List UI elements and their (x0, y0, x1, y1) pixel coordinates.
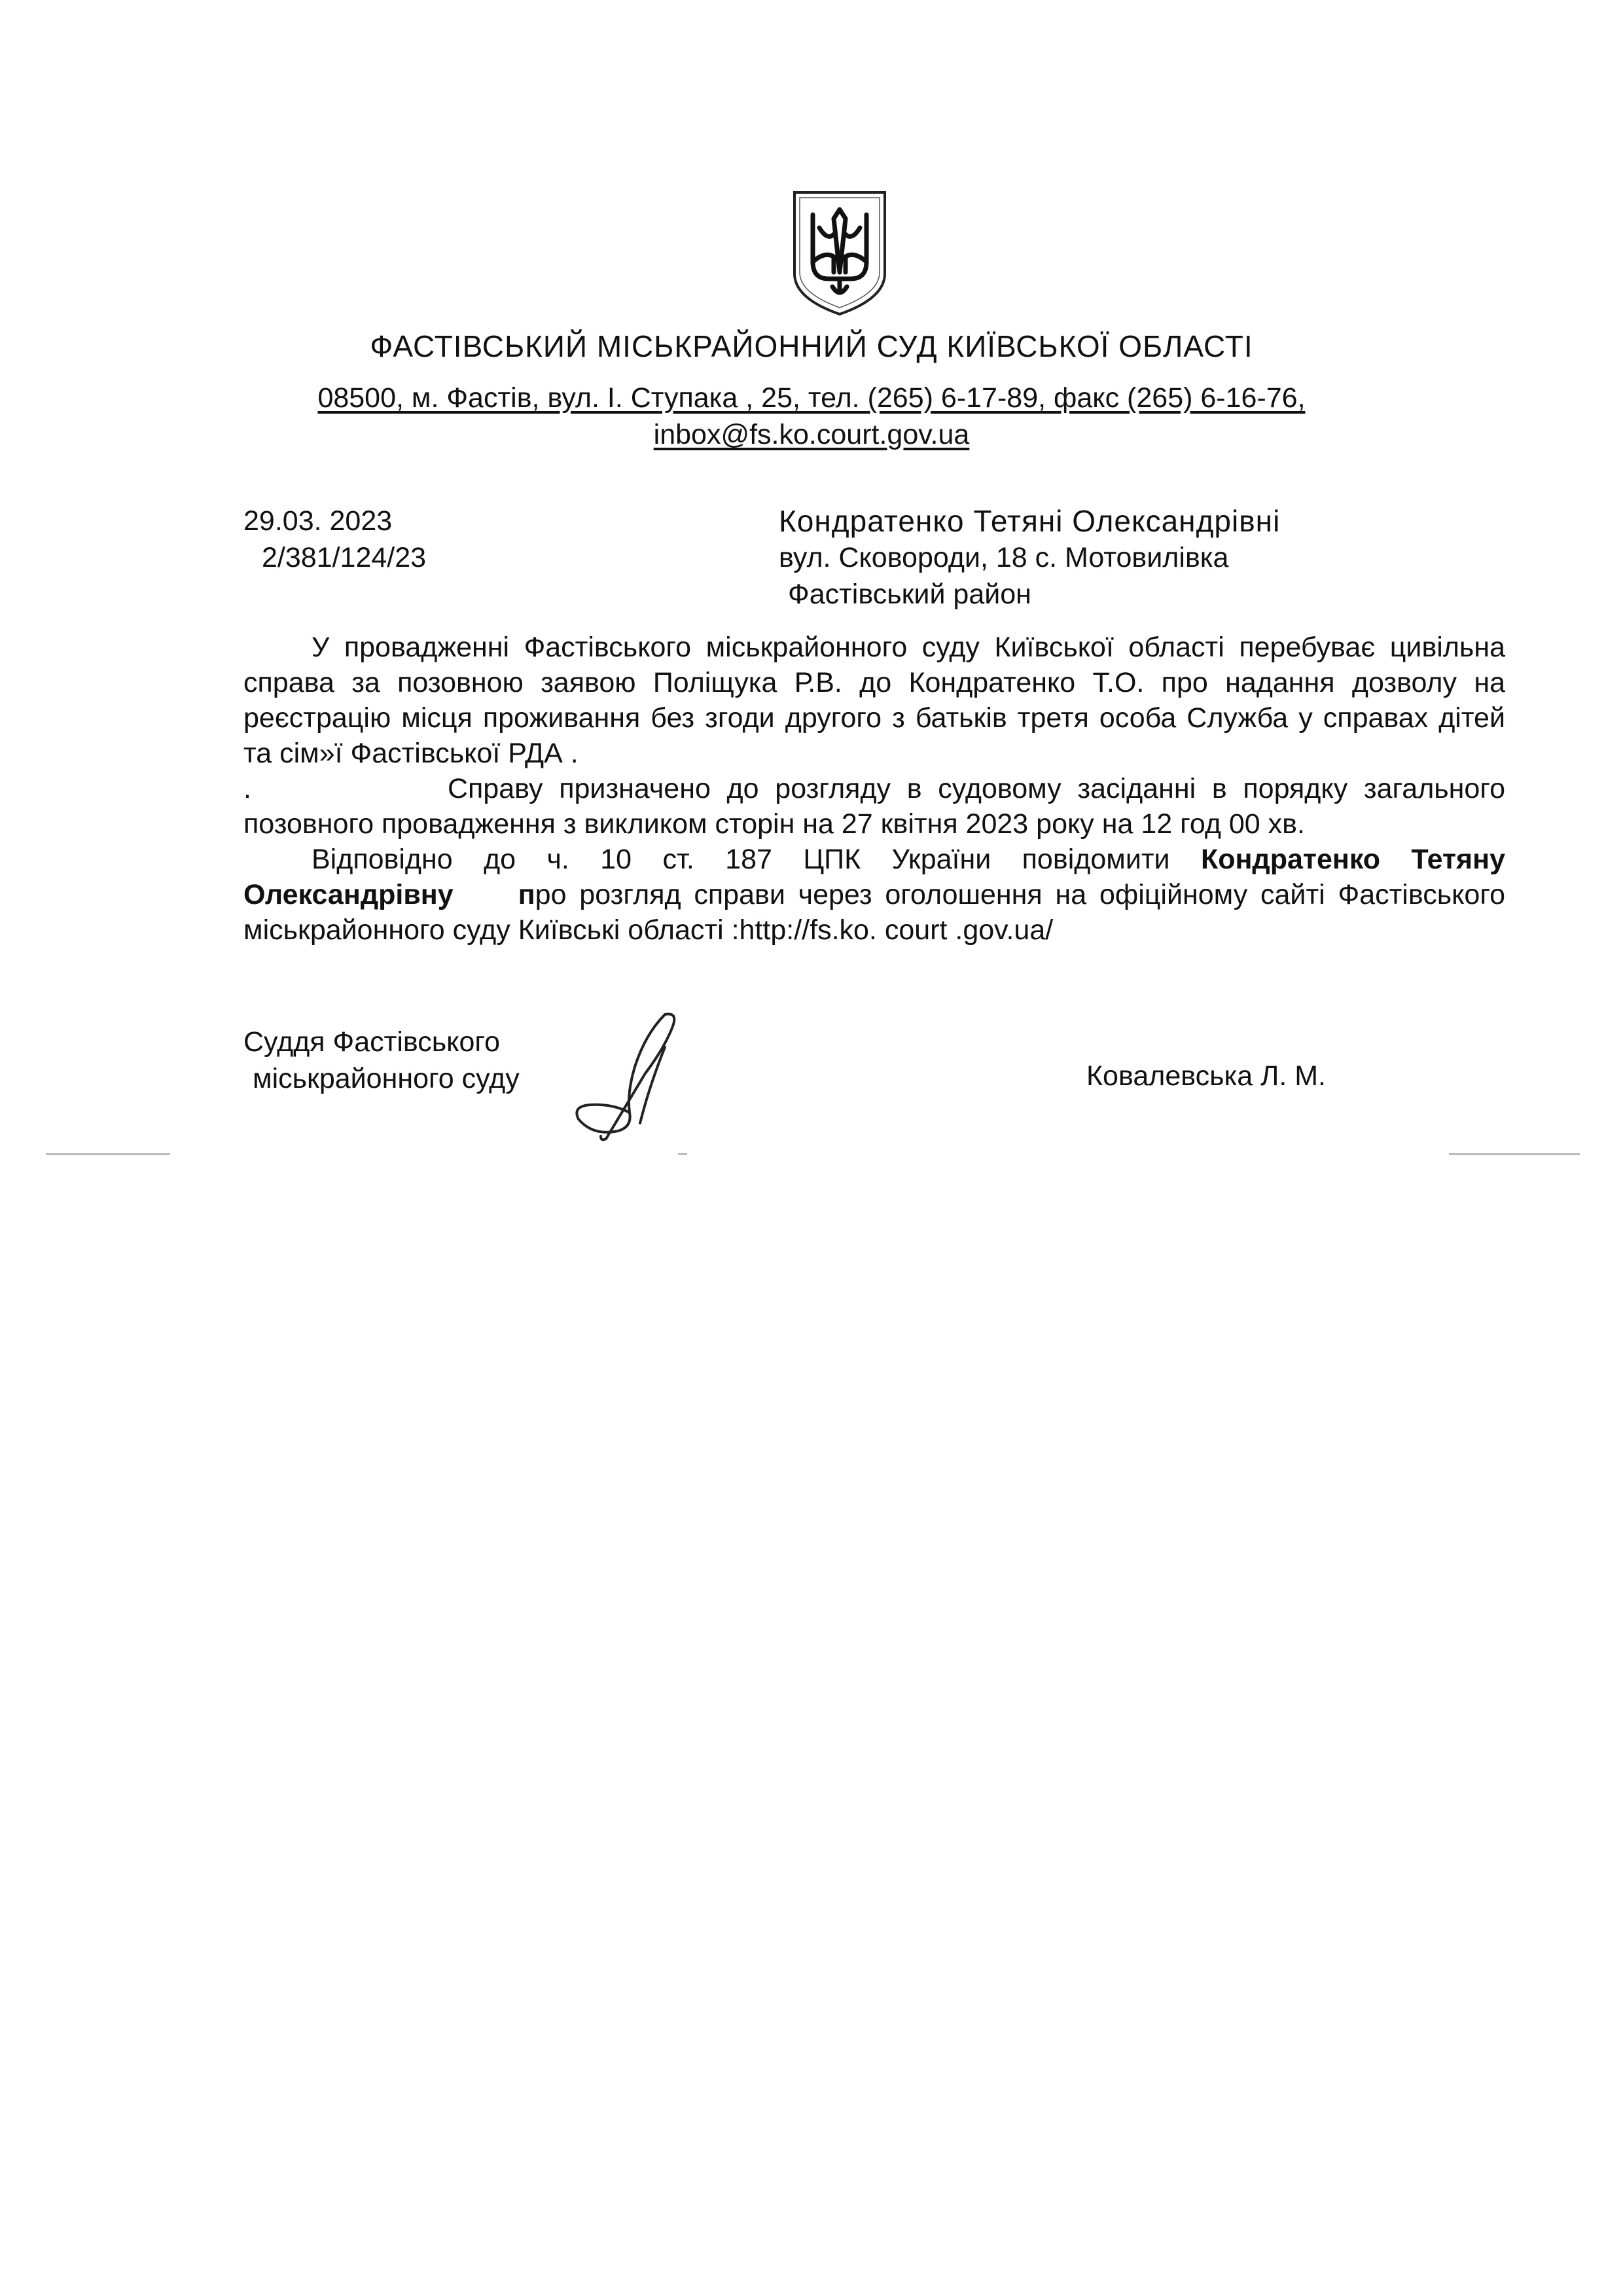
signer-position (243, 1024, 520, 1097)
signer-position-line1: Суддя Фастівського (243, 1026, 501, 1058)
paragraph-case-info: У провадженні Фастівського міськрайонного суду Київської області перебуває цивільна справа за позовною заявою Поліщука Р.В. до Кондратенко Т.О. про надання дозволу на реєстрацію місця проживання без згоди другого з батьків третя особа Служба у справах дітей та сім»ї Фастівської РДА . (243, 632, 1505, 769)
court-address (0, 380, 1623, 453)
paragraph-hearing-text: Справу призначено до розгляду в судовому засіданні в порядку загального позовного провадження з викликом сторін на 27 квітня 2023 року на 12 год 00 хв. (243, 773, 1505, 840)
scan-artifact (1449, 1153, 1580, 1155)
letter-meta (243, 503, 426, 576)
court-email-link[interactable]: inbox@fs.ko.court.gov.ua (653, 419, 970, 450)
paragraph-notice (243, 842, 1505, 948)
paragraph-hearing (243, 771, 1505, 842)
judge-name: Ковалевська Л. М. (1086, 1060, 1327, 1092)
scan-artifact (678, 1153, 687, 1155)
tryzub-coat-of-arms-icon (791, 188, 889, 317)
address-line: 08500, м. Фастів, вул. І. Ступака , 25, тел. (265) 6-17-89, факс (265) 6-16-76, (317, 382, 1306, 414)
scan-artifact (46, 1153, 170, 1155)
recipient-block (779, 503, 1280, 613)
letter-body (243, 630, 1505, 948)
recipient-address-line: вул. Сковороди, 18 с. Мотовилівка (779, 542, 1229, 573)
court-name: ФАСТІВСЬКИЙ МІСЬКРАЙОННИЙ СУД КИЇВСЬКОЇ ОБЛАСТІ (370, 329, 1253, 363)
notice-recipient-name: Кондратенко Тетяну Олександрівну (243, 844, 1505, 910)
paragraph-dot: . (243, 773, 251, 804)
recipient-district: Фастівський район (788, 579, 1031, 610)
handwritten-signature (567, 1008, 698, 1145)
notice-bold-letter: п (518, 879, 535, 910)
case-number: 2/381/124/23 (262, 542, 427, 573)
letter-date: 29.03. 2023 (243, 505, 393, 537)
signer-position-line2: міськрайонного суду (253, 1063, 520, 1094)
recipient-name: Кондратенко Тетяні Олександрівні (779, 504, 1281, 538)
notice-text-start: Відповідно до ч. 10 ст. 187 ЦПК України повідомити (312, 844, 1201, 875)
notice-text-end: ро розгляд справи через оголошення на офіційному сайті Фастівського міськрайонного суду Київські області :http://fs.ko. court .gov.ua/ (243, 879, 1505, 946)
